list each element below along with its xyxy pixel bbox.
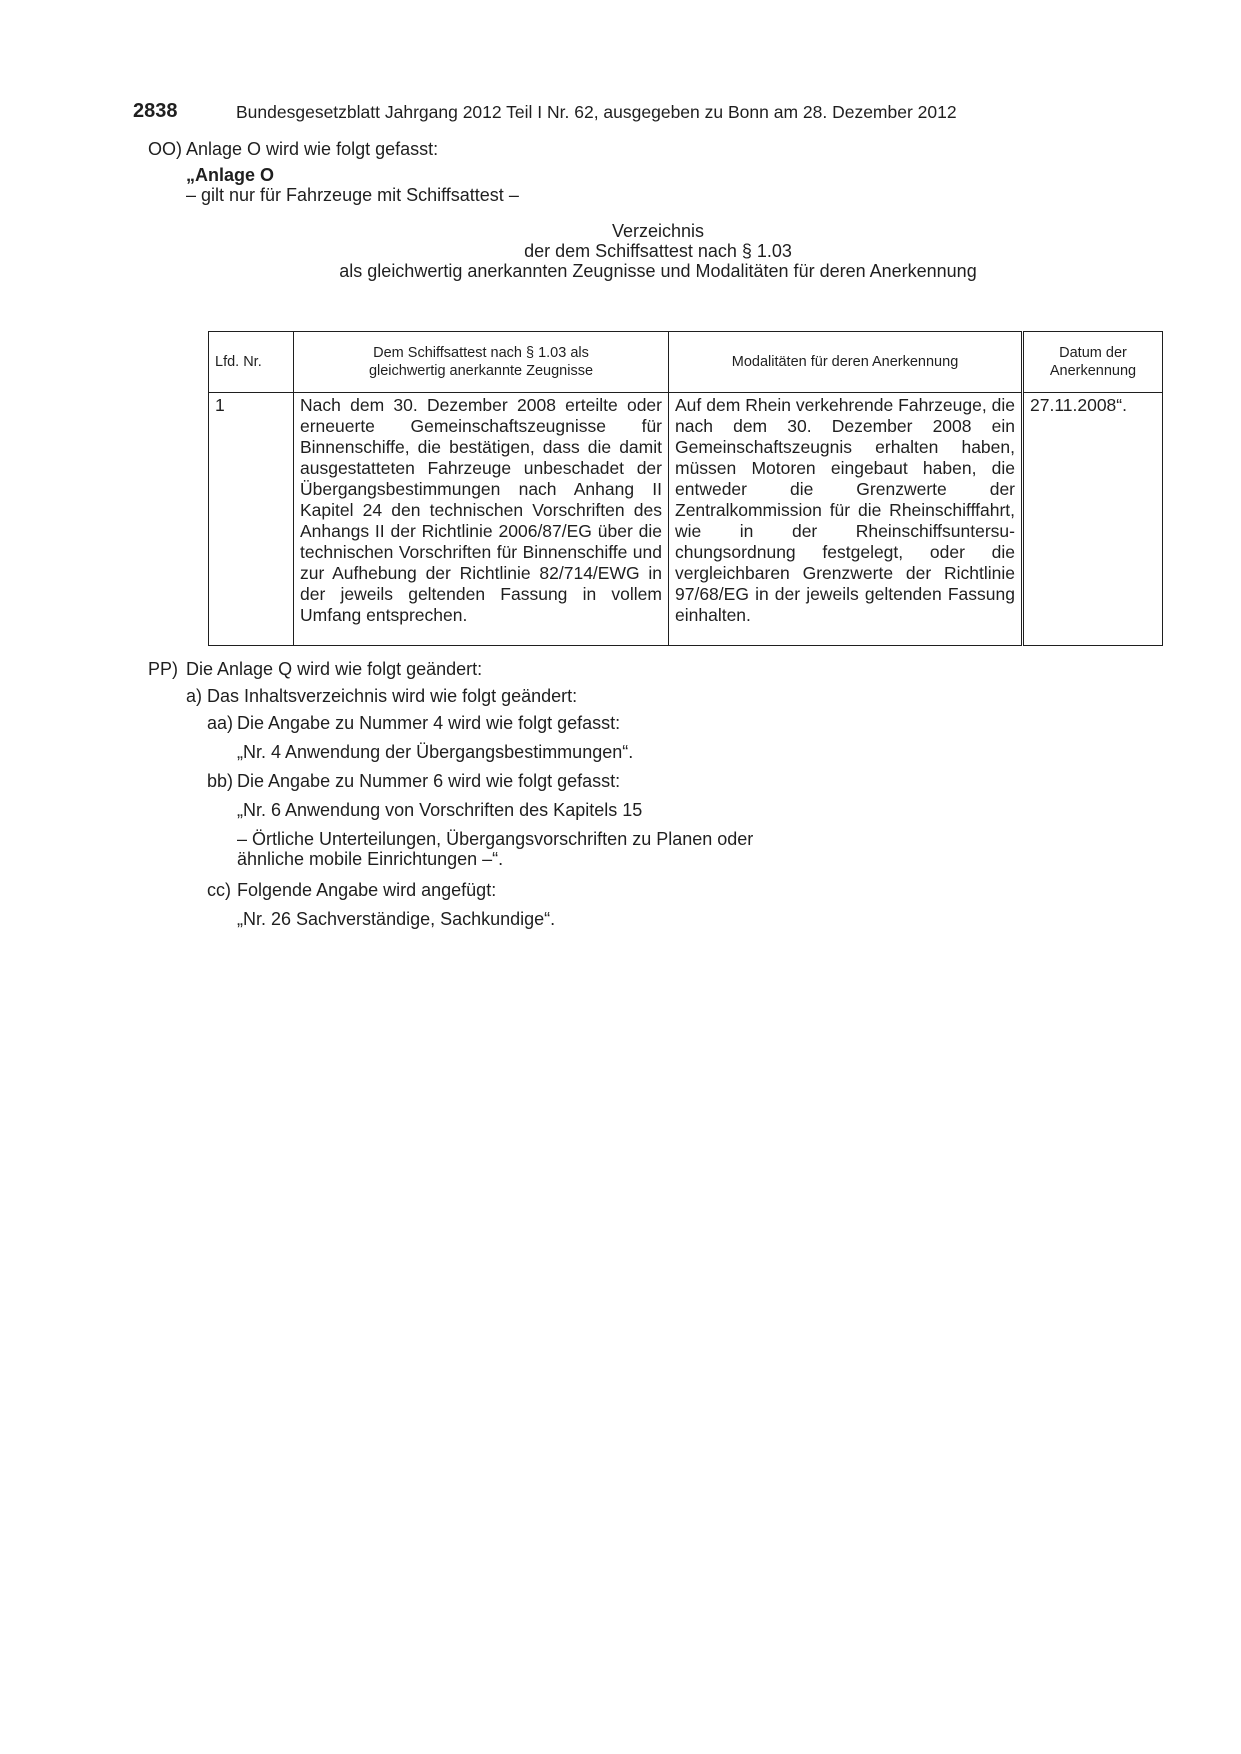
item-text-cc: Folgende Angabe wird angefügt: bbox=[237, 880, 497, 900]
section-text-oo: Anlage O wird wie folgt gefasst: bbox=[186, 139, 439, 159]
table-header-row bbox=[209, 332, 1163, 393]
quote-cc: „Nr. 26 Sachverständige, Sachkundige“. bbox=[237, 909, 556, 929]
cell-modalitaeten: Auf dem Rhein verkehrende Fahrzeuge, die nach dem 30. Dezember 2008 ein Gemeinschaftszeugnis erhalten haben, müssen Motoren eingebaut haben, die entweder die Grenzwerte der Zentralkommission für die Rheinschifffahrt, wie in der Rheinschiffsuntersuchungsordnung festgelegt, oder die vergleichbaren Grenzwerte der Richtlinie 97/68/EG in der jeweils geltenden Fassung einhalten. bbox=[669, 393, 1023, 646]
header-datum bbox=[1023, 332, 1163, 393]
running-head: Bundesgesetzblatt Jahrgang 2012 Teil I Nr. 62, ausgegeben zu Bonn am 28. Dezember 2012 bbox=[236, 102, 957, 122]
verzeichnis-line-1: Verzeichnis bbox=[611, 221, 705, 241]
anlage-subtitle: – gilt nur für Fahrzeuge mit Schiffsattest – bbox=[186, 185, 519, 205]
quote-bb-line-2: – Örtliche Unterteilungen, Übergangsvorschriften zu Planen oder bbox=[237, 829, 754, 849]
cell-zeugnisse: Nach dem 30. Dezember 2008 erteilte oder erneuerte Gemeinschaftszeugnisse für Binnenschiffe, die bestätigen, dass die damit ausgestatteten Fahrzeuge unbeschadet der Übergangsbestimmungen nach Anhang II Kapitel 24 den technischen Vorschriften des Anhangs II der Richtlinie 2006/87/EG über die technischen Vorschriften für Binnenschiffe und zur Aufhebung der Richtlinie 82/714/EWG in der jeweils geltenden Fassung in vollem Umfang entsprechen. bbox=[294, 393, 669, 646]
section-text-pp: Die Anlage Q wird wie folgt geändert: bbox=[186, 659, 483, 679]
header-modalitaeten: Modalitäten für deren Anerkennung bbox=[669, 332, 1023, 393]
header-zeugnisse-line-1: Dem Schiffsattest nach § 1.03 als bbox=[373, 345, 589, 361]
item-text-a: Das Inhaltsverzeichnis wird wie folgt geändert: bbox=[207, 686, 578, 706]
quote-bb-line-3: ähnliche mobile Einrichtungen –“. bbox=[237, 849, 504, 869]
verzeichnis-line-2: der dem Schiffsattest nach § 1.03 bbox=[524, 241, 792, 261]
page-header bbox=[133, 100, 1133, 126]
table-row bbox=[209, 393, 1163, 646]
cell-datum: 27.11.2008“. bbox=[1023, 393, 1163, 646]
item-text-bb: Die Angabe zu Nummer 6 wird wie folgt gefasst: bbox=[237, 771, 621, 791]
anlage-title: „Anlage O bbox=[186, 165, 275, 185]
item-label-a: a) bbox=[186, 686, 203, 706]
item-label-cc: cc) bbox=[207, 880, 231, 900]
header-zeugnisse bbox=[294, 332, 669, 393]
page-number: 2838 bbox=[133, 100, 178, 122]
item-text-aa: Die Angabe zu Nummer 4 wird wie folgt gefasst: bbox=[237, 713, 621, 733]
anlage-o-table bbox=[208, 331, 1163, 646]
header-lfd-nr: Lfd. Nr. bbox=[209, 332, 294, 393]
verzeichnis-line-3: als gleichwertig anerkannten Zeugnisse und Modalitäten für deren Anerkennung bbox=[339, 261, 977, 281]
item-label-bb: bb) bbox=[207, 771, 234, 791]
item-label-aa: aa) bbox=[207, 713, 234, 733]
quote-bb-line-1: „Nr. 6 Anwendung von Vorschriften des Kapitels 15 bbox=[237, 800, 643, 820]
header-datum-line-2: Anerkennung bbox=[1049, 363, 1137, 379]
header-zeugnisse-line-2: gleichwertig anerkannte Zeugnisse bbox=[368, 363, 594, 379]
header-datum-line-1: Datum der bbox=[1059, 345, 1127, 361]
section-label-pp: PP) bbox=[148, 659, 179, 679]
cell-lfd-nr: 1 bbox=[209, 393, 294, 646]
section-label-oo: OO) bbox=[148, 139, 182, 159]
quote-aa: „Nr. 4 Anwendung der Übergangsbestimmungen“. bbox=[237, 742, 634, 762]
